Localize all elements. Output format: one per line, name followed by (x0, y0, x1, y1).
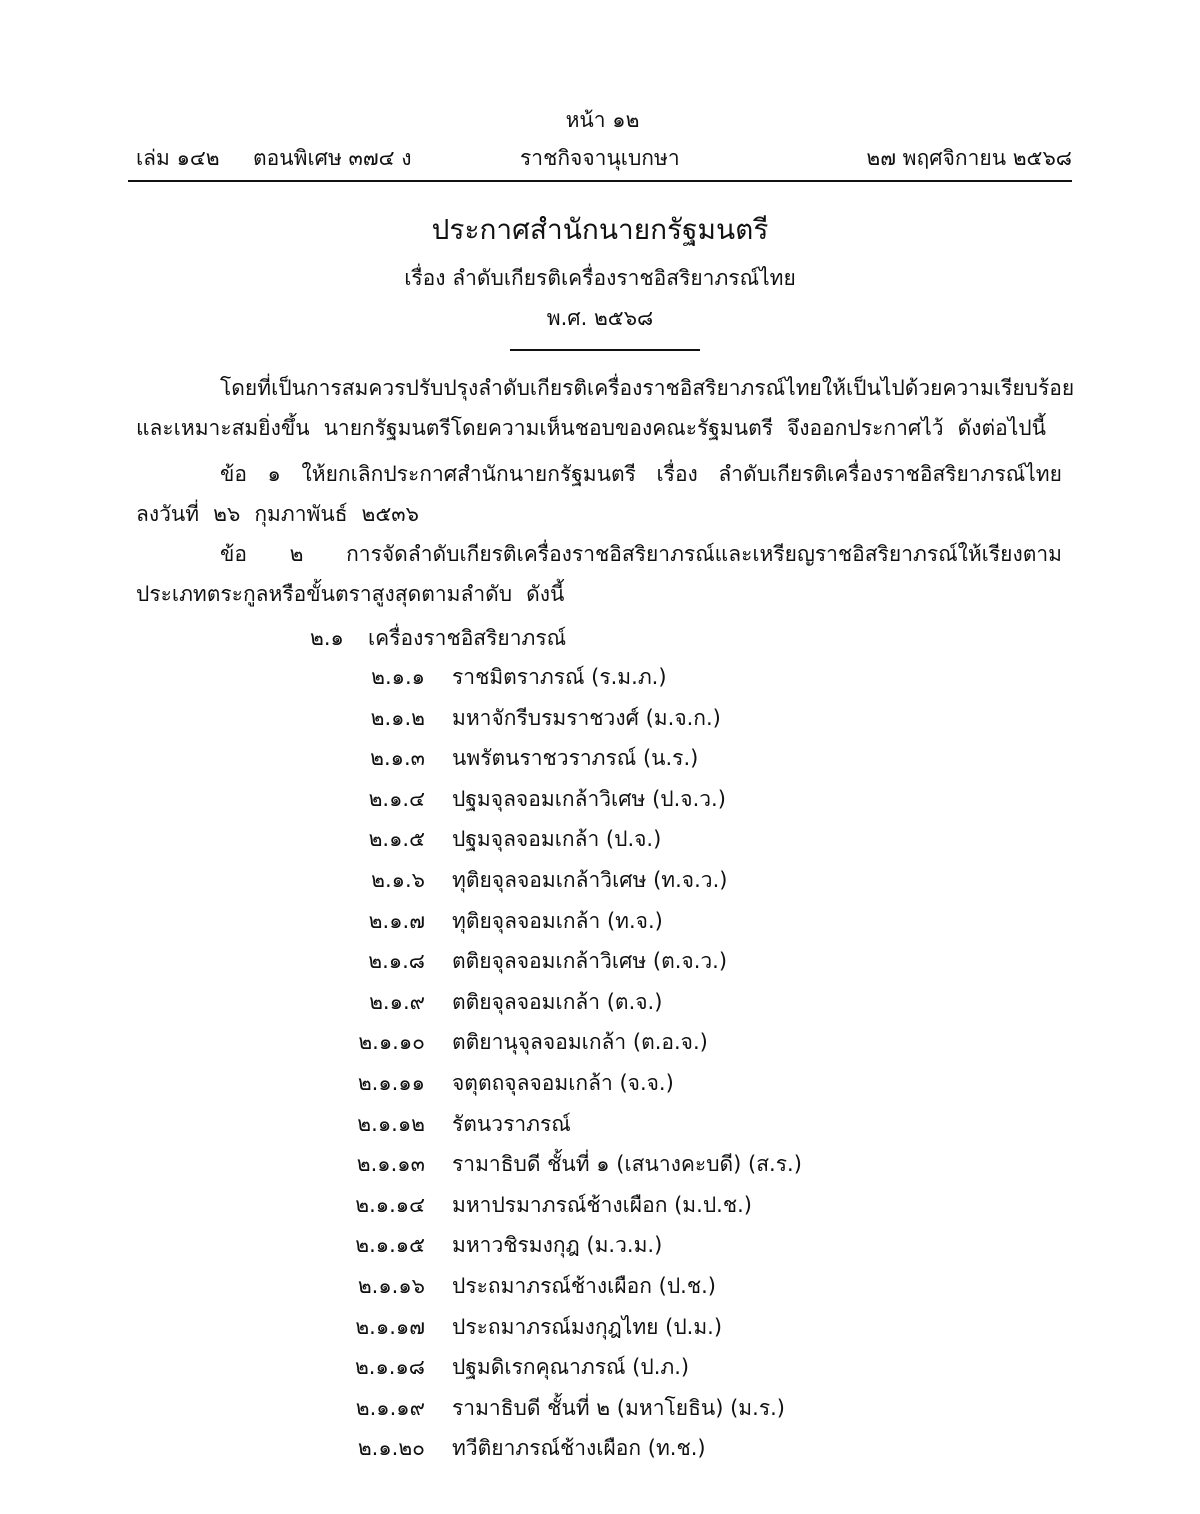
decoration-item-number: ๒.๑.๑๓ (356, 1152, 425, 1177)
decoration-item-number: ๒.๑.๑๔ (355, 1192, 425, 1217)
preamble-line-2: และเหมาะสมยิ่งขึ้น นายกรัฐมนตรีโดยความเห็นชอบของคณะรัฐมนตรี จึงออกประกาศไว้ ดังต่อไปนี้ (136, 416, 1046, 440)
page-number: หน้า ๑๒ (565, 108, 640, 132)
publication-name: ราชกิจจานุเบกษา (520, 146, 680, 170)
decoration-item-name: มหาจักรีบรมราชวงศ์ (ม.จ.ก.) (452, 705, 721, 730)
document-title: ประกาศสำนักนายกรัฐมนตรี (431, 213, 769, 246)
decoration-item (0, 1022, 1200, 1062)
decoration-item (0, 860, 1200, 900)
decoration-item-number: ๒.๑.๒ (370, 705, 425, 730)
issue: ตอนพิเศษ ๓๗๔ ง (253, 146, 412, 170)
decoration-item-number: ๒.๑.๑ (371, 665, 425, 689)
decoration-item-name: รามาธิบดี ชั้นที่ ๑ (เสนางคะบดี) (ส.ร.) (452, 1152, 802, 1177)
decoration-item (0, 1388, 1200, 1428)
decoration-item-number: ๒.๑.๑๕ (355, 1233, 425, 1258)
decoration-item (0, 1347, 1200, 1387)
decoration-item-name: ปฐมดิเรกคุณาภรณ์ (ป.ภ.) (452, 1355, 690, 1380)
decoration-item-number: ๒.๑.๖ (371, 868, 425, 892)
clause-1-line-2: ลงวันที่ ๒๖ กุมภาพันธ์ ๒๕๓๖ (136, 502, 419, 526)
decoration-item-name: มหาปรมาภรณ์ช้างเผือก (ม.ป.ช.) (452, 1192, 752, 1217)
decoration-item-name: รัตนวราภรณ์ (452, 1111, 571, 1136)
clause-2-paragraph (136, 534, 1062, 614)
decoration-item (0, 1185, 1200, 1225)
decoration-item-number: ๒.๑.๑๗ (355, 1314, 425, 1339)
decoration-item-name: ทุติยจุลจอมเกล้าวิเศษ (ท.จ.ว.) (452, 868, 728, 892)
clause-1-paragraph (136, 454, 1062, 534)
decoration-item-name: ปฐมจุลจอมเกล้าวิเศษ (ป.จ.ว.) (452, 786, 726, 811)
decoration-item-name: ทวีติยาภรณ์ช้างเผือก (ท.ช.) (452, 1436, 706, 1461)
decoration-item-number: ๒.๑.๗ (368, 908, 425, 933)
section-label: เครื่องราชอิสริยาภรณ์ (368, 626, 567, 650)
decoration-item (0, 1266, 1200, 1306)
decoration-item (0, 819, 1200, 859)
decoration-item-number: ๒.๑.๑๖ (357, 1274, 425, 1298)
decoration-item (0, 1104, 1200, 1144)
decoration-item-name: ทุติยจุลจอมเกล้า (ท.จ.) (452, 908, 663, 933)
section-number: ๒.๑ (310, 626, 344, 650)
decoration-item (0, 657, 1200, 697)
decoration-item-number: ๒.๑.๙ (369, 989, 425, 1014)
decoration-item-name: ประถมาภรณ์ช้างเผือก (ป.ช.) (452, 1274, 716, 1298)
decoration-item-name: ตติยจุลจอมเกล้าวิเศษ (ต.จ.ว.) (452, 949, 728, 974)
decoration-item (0, 982, 1200, 1022)
decoration-item (0, 1307, 1200, 1347)
decoration-item-number: ๒.๑.๕ (368, 827, 425, 852)
decoration-item-name: ตติยานุจุลจอมเกล้า (ต.อ.จ.) (452, 1030, 708, 1055)
preamble-line-1: โดยที่เป็นการสมควรปรับปรุงลำดับเกียรติเครื่องราชอิสริยาภรณ์ไทยให้เป็นไปด้วยความเรียบร้อย (220, 376, 1075, 400)
decoration-item (0, 941, 1200, 981)
decoration-item (0, 1428, 1200, 1468)
header-rule (128, 180, 1072, 182)
volume-issue (136, 142, 411, 175)
title-underline (510, 349, 700, 351)
decoration-item (0, 1144, 1200, 1184)
decoration-item-name: ตติยจุลจอมเกล้า (ต.จ.) (452, 989, 663, 1014)
decoration-item-name: จตุตถจุลจอมเกล้า (จ.จ.) (452, 1071, 674, 1095)
decoration-item-name: รามาธิบดี ชั้นที่ ๒ (มหาโยธิน) (ม.ร.) (452, 1395, 785, 1420)
document-year: พ.ศ. ๒๕๖๘ (546, 306, 654, 330)
clause-2-line-2: ประเภทตระกูลหรือขั้นตราสูงสุดตามลำดับ ดังนี้ (136, 582, 565, 606)
decoration-item-number: ๒.๑.๑๑ (357, 1071, 425, 1095)
decoration-item-name: นพรัตนราชวราภรณ์ (น.ร.) (452, 746, 699, 771)
decoration-item-name: มหาวชิรมงกุฎ (ม.ว.ม.) (452, 1233, 663, 1258)
clause-1-line-1: ข้อ ๑ ให้ยกเลิกประกาศสำนักนายกรัฐมนตรี เรื่อง ลำดับเกียรติเครื่องราชอิสริยาภรณ์ไทย (220, 462, 1062, 486)
document-subject: เรื่อง ลำดับเกียรติเครื่องราชอิสริยาภรณ์ไทย (404, 266, 796, 290)
decoration-item-number: ๒.๑.๑๘ (354, 1355, 425, 1380)
publication-date: ๒๗ พฤศจิกายน ๒๕๖๘ (866, 146, 1072, 170)
volume: เล่ม ๑๔๒ (136, 146, 220, 170)
decoration-item-name: ราชมิตราภรณ์ (ร.ม.ภ.) (452, 665, 667, 689)
clause-2-line-1: ข้อ ๒ การจัดลำดับเกียรติเครื่องราชอิสริยาภรณ์และเหรียญราชอิสริยาภรณ์ให้เรียงตาม (220, 542, 1062, 566)
decoration-item-number: ๒.๑.๑๒ (357, 1111, 425, 1136)
decoration-item-number: ๒.๑.๑๐ (358, 1030, 425, 1055)
decoration-item (0, 1063, 1200, 1103)
decoration-item-name: ประถมาภรณ์มงกุฎไทย (ป.ม.) (452, 1314, 723, 1339)
decoration-item (0, 738, 1200, 778)
decoration-item (0, 1225, 1200, 1265)
decoration-item-number: ๒.๑.๒๐ (357, 1436, 425, 1461)
decoration-item-number: ๒.๑.๘ (368, 949, 425, 974)
decoration-item (0, 901, 1200, 941)
decoration-item-number: ๒.๑.๑๙ (355, 1395, 425, 1420)
decoration-item-number: ๒.๑.๓ (370, 746, 425, 771)
decoration-item (0, 698, 1200, 738)
decoration-item-number: ๒.๑.๔ (368, 786, 425, 811)
decoration-item (0, 779, 1200, 819)
decoration-item-name: ปฐมจุลจอมเกล้า (ป.จ.) (452, 827, 662, 852)
preamble-paragraph (136, 368, 1075, 448)
